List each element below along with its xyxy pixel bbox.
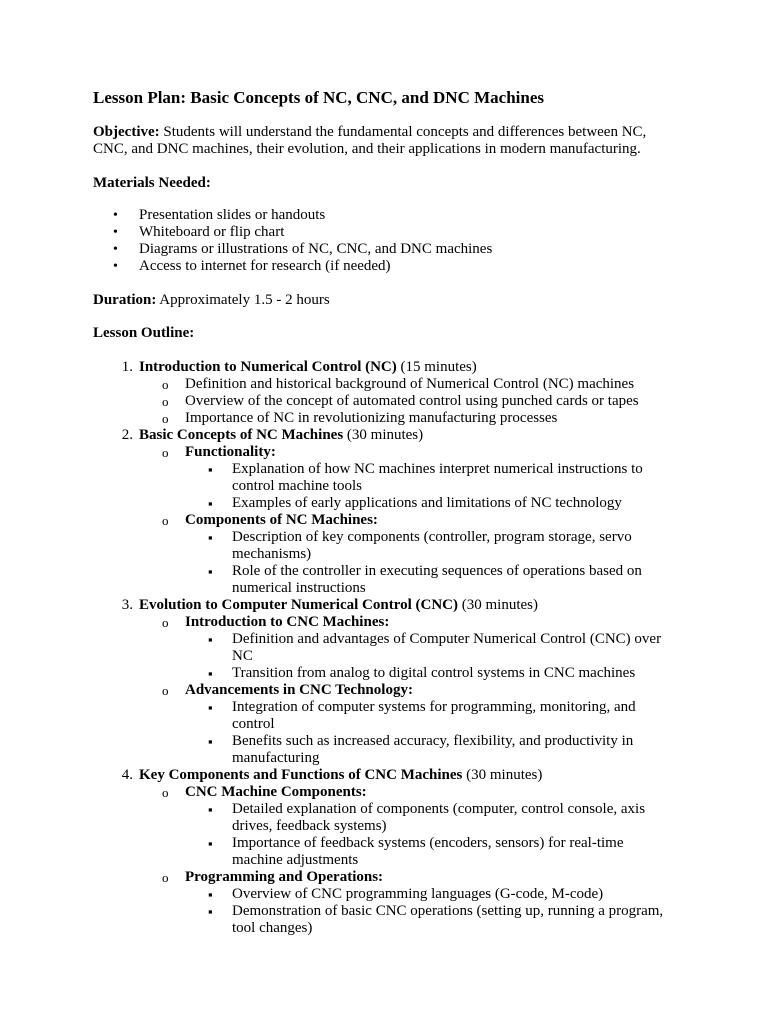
list-item: • Diagrams or illustrations of NC, CNC, and DNC machines: [113, 241, 493, 257]
list-item: o Importance of NC in revolutionizing manufacturing processes: [162, 410, 558, 426]
list-item: ▪ Examples of early applications and limitations of NC technology: [208, 495, 622, 511]
subsection-heading: CNC Machine Components:: [185, 784, 367, 800]
subsection-heading: Functionality:: [185, 444, 276, 460]
list-item: ▪ Description of key components (controller, program storage, servo mechanisms): [208, 529, 632, 562]
section-time: (30 minutes): [458, 597, 539, 613]
outline-heading: Lesson Outline:: [93, 325, 195, 341]
subsection-heading: Advancements in CNC Technology:: [185, 682, 413, 698]
circle-bullet-icon: o: [162, 870, 169, 885]
objective-label: Objective:: [93, 124, 160, 140]
subsection-heading: Programming and Operations:: [185, 869, 384, 885]
section-time: (30 minutes): [462, 767, 543, 783]
section-time: (15 minutes): [396, 359, 477, 375]
list-item: ▪ Demonstration of basic CNC operations (setting up, running a program, tool changes): [208, 903, 664, 936]
list-item: ▪ Detailed explanation of components (computer, control console, axis drives, feedback systems): [208, 801, 646, 834]
section-title: Key Components and Functions of CNC Machines: [139, 767, 463, 783]
square-bullet-icon: ▪: [208, 802, 213, 817]
subsection-heading: Components of NC Machines:: [185, 512, 378, 528]
list-item: [0, 869, 768, 886]
section-title: Evolution to Computer Numerical Control (CNC): [139, 597, 459, 613]
materials-list: [0, 207, 768, 275]
section-number: 2.: [121, 427, 133, 443]
square-bullet-icon: ▪: [208, 530, 213, 545]
section-number: 1.: [121, 359, 133, 375]
bullet-icon: •: [113, 225, 118, 240]
duration-label: Duration:: [93, 292, 157, 308]
outline-section: [0, 767, 768, 784]
circle-bullet-icon: o: [162, 445, 169, 460]
square-bullet-icon: ▪: [208, 462, 213, 477]
square-bullet-icon: ▪: [208, 836, 213, 851]
list-item: [0, 512, 768, 529]
objective-text: Students will understand the fundamental concepts and differences between NC, CNC, and DNC machines, their evolution, and their applications in modern manufacturing.: [93, 124, 647, 157]
bullet-icon: •: [113, 259, 118, 274]
square-bullet-icon: ▪: [208, 496, 213, 511]
square-bullet-icon: ▪: [208, 632, 213, 647]
materials-heading: Materials Needed:: [93, 175, 211, 191]
circle-bullet-icon: o: [162, 377, 169, 392]
list-item: • Whiteboard or flip chart: [113, 224, 285, 240]
list-item: [0, 682, 768, 699]
bullet-icon: •: [113, 208, 118, 223]
list-item: [0, 784, 768, 801]
objective-paragraph: [93, 124, 678, 158]
section-title: Introduction to Numerical Control (NC): [139, 359, 397, 375]
circle-bullet-icon: o: [162, 394, 169, 409]
subsection-heading: Introduction to CNC Machines:: [185, 614, 390, 630]
square-bullet-icon: ▪: [208, 734, 213, 749]
list-item: • Access to internet for research (if needed): [113, 258, 391, 274]
circle-bullet-icon: o: [162, 513, 169, 528]
section-number: 4.: [121, 767, 133, 783]
square-bullet-icon: ▪: [208, 887, 213, 902]
outline-section: [0, 359, 768, 376]
circle-bullet-icon: o: [162, 411, 169, 426]
duration-text: Approximately 1.5 - 2 hours: [156, 292, 330, 308]
circle-bullet-icon: o: [162, 615, 169, 630]
list-item: • Presentation slides or handouts: [113, 207, 326, 223]
list-item: [0, 614, 768, 631]
section-number: 3.: [121, 597, 133, 613]
list-item: o Definition and historical background of Numerical Control (NC) machines: [162, 376, 635, 392]
duration-paragraph: [93, 292, 330, 309]
outline-section: [0, 427, 768, 444]
square-bullet-icon: ▪: [208, 700, 213, 715]
list-item: ▪ Integration of computer systems for programming, monitoring, and control: [208, 699, 636, 732]
circle-bullet-icon: o: [162, 785, 169, 800]
bullet-icon: •: [113, 242, 118, 257]
outline-section: [0, 597, 768, 614]
list-item: ▪ Definition and advantages of Computer Numerical Control (CNC) over NC: [208, 631, 662, 664]
list-item: ▪ Overview of CNC programming languages (G-code, M-code): [208, 886, 604, 902]
list-item: o Overview of the concept of automated control using punched cards or tapes: [162, 393, 639, 409]
square-bullet-icon: ▪: [208, 564, 213, 579]
section-title: Basic Concepts of NC Machines: [139, 427, 344, 443]
page-title: Lesson Plan: Basic Concepts of NC, CNC, and DNC Machines: [93, 88, 544, 107]
list-item: ▪ Explanation of how NC machines interpret numerical instructions to control machine tools: [208, 461, 643, 494]
circle-bullet-icon: o: [162, 683, 169, 698]
list-item: [0, 444, 768, 461]
list-item: ▪ Transition from analog to digital control systems in CNC machines: [208, 665, 636, 681]
list-item: ▪ Importance of feedback systems (encoders, sensors) for real-time machine adjustments: [208, 835, 624, 868]
square-bullet-icon: ▪: [208, 666, 213, 681]
square-bullet-icon: ▪: [208, 904, 213, 919]
list-item: ▪ Role of the controller in executing sequences of operations based on numerical instructions: [208, 563, 642, 596]
section-time: (30 minutes): [343, 427, 424, 443]
lesson-outline: [0, 359, 768, 937]
list-item: ▪ Benefits such as increased accuracy, flexibility, and productivity in manufacturing: [208, 733, 634, 766]
